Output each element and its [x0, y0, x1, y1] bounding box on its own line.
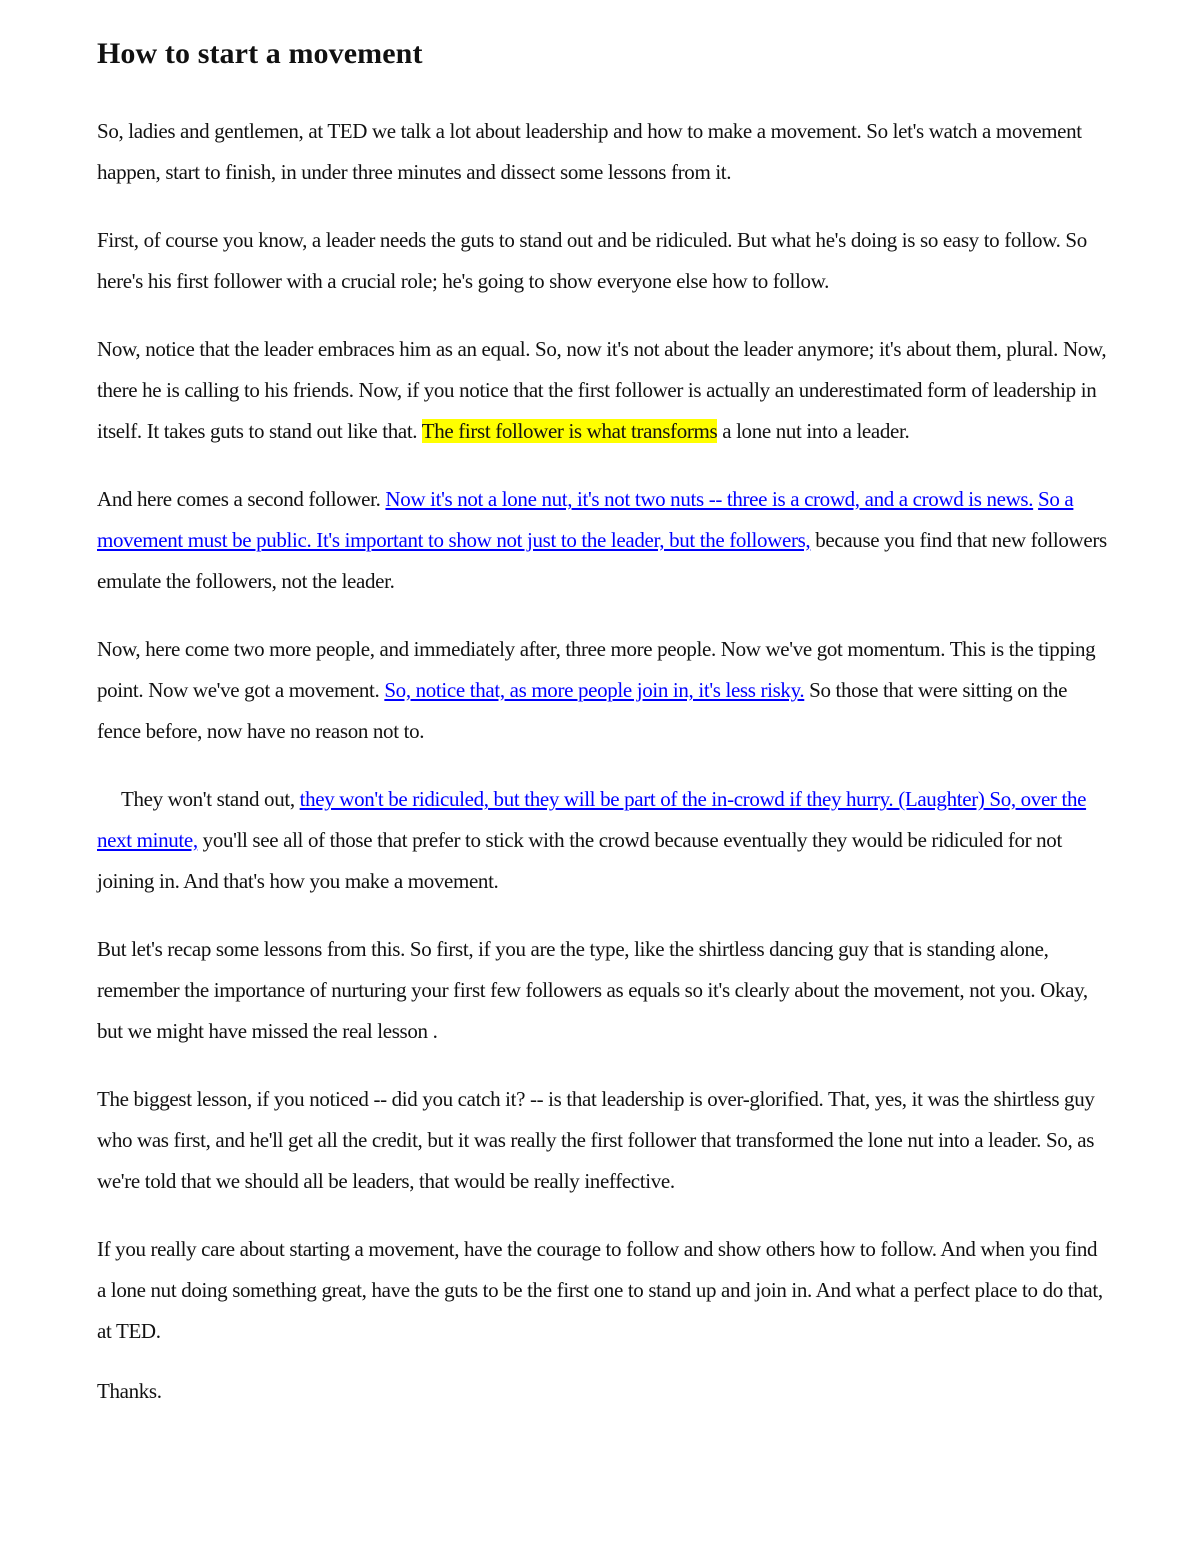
paragraph-text: So, ladies and gentlemen, at TED we talk a lot about leadership and how to make a movement. So let's watch a movement happen, start to finish, in under three minutes and dissect some lessons from it. — [97, 119, 1082, 184]
paragraph-text: And here comes a second follower. — [97, 487, 386, 511]
paragraph-text: Now, here come two more people, and immediately after, three more people. Now we've got momentum. This is the tipping point. Now we've got a movement. — [97, 637, 1096, 702]
paragraph-text: But let's recap some lessons from this. So first, if you are the type, like the shirtless dancing guy that is standing alone, remember the importance of nurturing your first few followers as equals so it's clearly about the movement, not you. Okay, but we might have missed the real lesson . — [97, 937, 1088, 1043]
paragraph-text: because you find that new followers emulate the followers, not the leader. — [97, 528, 1107, 593]
paragraph-7 — [97, 929, 1107, 1052]
paragraph-text: They won't stand out, — [121, 787, 300, 811]
paragraph-text: First, of course you know, a leader needs the guts to stand out and be ridiculed. But what he's doing is so easy to follow. So here's his first follower with a crucial role; he's going to show everyone else how to follow. — [97, 228, 1087, 293]
document-page — [97, 34, 1107, 1439]
hyperlink-less-risky[interactable]: So, notice that, as more people join in, it's less risky. — [384, 678, 805, 702]
paragraph-3 — [97, 329, 1107, 452]
paragraph-2 — [97, 220, 1107, 302]
paragraph-10 — [97, 1371, 1107, 1412]
paragraph-4 — [97, 479, 1107, 602]
paragraph-6 — [97, 779, 1107, 902]
hyperlink-in-crowd[interactable]: they won't be ridiculed, but they will be part of the in-crowd if they hurry. (Laughter) So, over the next minute, — [97, 787, 1087, 852]
paragraph-text: Now, notice that the leader embraces him as an equal. So, now it's not about the leader anymore; it's about them, plural. Now, there he is calling to his friends. Now, if you notice that the first follower is actually an underestimated form of leadership in itself. It takes guts to stand out like that. — [97, 337, 1107, 443]
paragraph-text: you'll see all of those that prefer to stick with the crowd because eventually they would be ridiculed for not joining in. And that's how you make a movement. — [97, 828, 1062, 893]
paragraph-text: If you really care about starting a movement, have the courage to follow and show others how to follow. And when you find a lone nut doing something great, have the guts to be the first one to stand up and join in. And what a perfect place to do that, at TED. — [97, 1237, 1103, 1343]
paragraph-text: a lone nut into a leader. — [717, 419, 910, 443]
paragraph-8 — [97, 1079, 1107, 1202]
paragraph-text: The biggest lesson, if you noticed -- did you catch it? -- is that leadership is over-glorified. That, yes, it was the shirtless guy who was first, and he'll get all the credit, but it was really the first follower that transformed the lone nut into a leader. So, as we're told that we should all be leaders, that would be really ineffective. — [97, 1087, 1095, 1193]
highlighted-text: The first follower is what transforms — [421, 419, 718, 443]
hyperlink-crowd-is-news[interactable]: Now it's not a lone nut, it's not two nuts -- three is a crowd, and a crowd is news. — [385, 487, 1034, 511]
hyperlink-movement-public[interactable]: So a movement must be public. It's important to show not just to the leader, but the followers, — [97, 487, 1074, 552]
paragraph-text: So those that were sitting on the fence before, now have no reason not to. — [97, 678, 1068, 743]
paragraph-1 — [97, 111, 1107, 193]
paragraph-5 — [97, 629, 1107, 752]
paragraph-9 — [97, 1229, 1107, 1352]
document-title: How to start a movement — [97, 37, 423, 70]
paragraph-text: Thanks. — [97, 1379, 162, 1403]
